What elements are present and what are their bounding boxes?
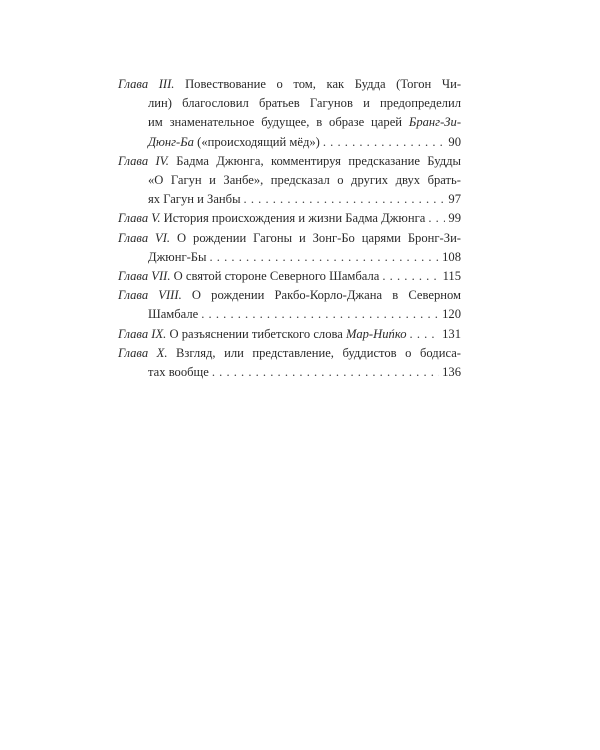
- entry-text: им знаменательное будущее, в образе царей: [148, 115, 403, 130]
- chapter-number: Глава VIII.: [118, 288, 182, 303]
- table-of-contents: [118, 75, 461, 382]
- toc-line-with-page: [118, 248, 461, 267]
- page-number: 115: [442, 269, 461, 284]
- chapter-number: Глава V.: [118, 211, 161, 226]
- leader-dots: [382, 267, 439, 286]
- entry-text: «О Гагун и Занбе», предсказал о других двух брать-: [148, 173, 461, 188]
- entry-text: О рождении Ракбо-Корло-Джана в Северном: [191, 288, 462, 303]
- toc-line-with-page: [118, 190, 461, 209]
- entry-text: Шамбале: [148, 307, 199, 322]
- entry-text-italic: Мар-Ниńко: [346, 326, 407, 341]
- toc-entry-chapter-5: [118, 209, 461, 228]
- toc-entry-chapter-10: [118, 344, 461, 382]
- leader-dots: [210, 248, 440, 267]
- toc-line: [118, 152, 461, 171]
- entry-text-italic: Дюнг-Ба: [148, 134, 194, 149]
- entry-text: ях Гагун и Занбы: [148, 192, 241, 207]
- entry-text: Взгляд, или представление, буддистов о бодиса-: [176, 345, 461, 360]
- toc-entry-chapter-7: [118, 267, 461, 286]
- entry-text: лин) благословил братьев Гагунов и предопределил: [148, 96, 461, 111]
- toc-line-with-page: [118, 209, 461, 228]
- leader-dots: [201, 305, 439, 324]
- toc-entry-chapter-4: [118, 152, 461, 210]
- toc-line: [118, 286, 461, 305]
- toc-line-with-page: [118, 133, 461, 152]
- page-number: 90: [448, 134, 461, 149]
- entry-text: тах вообще: [148, 365, 209, 380]
- entry-text: («происходящий мёд»): [197, 134, 320, 149]
- entry-text: История происхождения и жизни Бадма Джюнга: [163, 211, 426, 226]
- toc-line: [118, 113, 461, 132]
- page-number: 99: [448, 211, 461, 226]
- chapter-number: Глава III.: [118, 77, 175, 91]
- toc-line: [118, 229, 461, 248]
- chapter-number: Глава IV.: [118, 153, 169, 168]
- toc-line-with-page: [118, 305, 461, 324]
- toc-entry-chapter-3: [118, 75, 461, 152]
- toc-line: [118, 171, 461, 190]
- toc-line: [118, 75, 461, 94]
- page-number: 97: [448, 192, 461, 207]
- chapter-number: Глава X.: [118, 345, 168, 360]
- chapter-number: Глава IX.: [118, 326, 167, 341]
- page-number: 120: [442, 307, 461, 322]
- toc-entry-chapter-8: [118, 286, 461, 324]
- page-number: 136: [442, 365, 461, 380]
- toc-line-with-page: [118, 267, 461, 286]
- entry-text: Бадма Джюнга, комментируя предсказание Будды: [176, 153, 461, 168]
- leader-dots: [428, 209, 445, 228]
- entry-text: О рождении Гагоны и Зонг-Бо царями Бронг-Зи-: [177, 230, 461, 245]
- toc-entry-chapter-6: [118, 229, 461, 267]
- leader-dots: [212, 363, 439, 382]
- page-number: 108: [442, 249, 461, 264]
- entry-text: Повествование о том, как Будда (Тогон Чи-: [185, 77, 462, 91]
- page-number: 131: [442, 326, 461, 341]
- entry-text-italic: Бранг-Зи-: [408, 115, 462, 130]
- leader-dots: [410, 325, 440, 344]
- chapter-number: Глава VI.: [118, 230, 171, 245]
- entry-text: О разъяснении тибетского слова: [169, 326, 343, 341]
- leader-dots: [244, 190, 446, 209]
- leader-dots: [323, 133, 446, 152]
- chapter-number: Глава VII.: [118, 269, 171, 284]
- toc-line-with-page: [118, 363, 461, 382]
- toc-line-with-page: [118, 325, 461, 344]
- toc-line: [118, 344, 461, 363]
- entry-text: Джюнг-Бы: [148, 249, 207, 264]
- entry-text: О святой стороне Северного Шамбала: [173, 269, 380, 284]
- toc-line: [118, 94, 461, 113]
- toc-entry-chapter-9: [118, 325, 461, 344]
